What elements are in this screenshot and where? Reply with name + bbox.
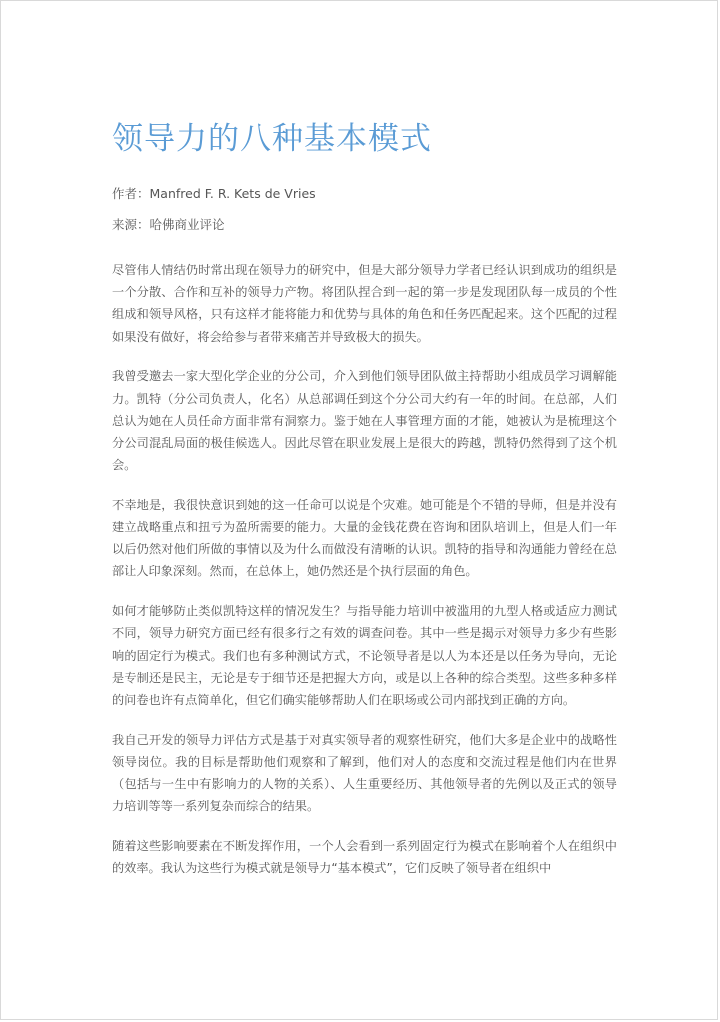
paragraph: 我自己开发的领导力评估方式是基于对真实领导者的观察性研究，他们大多是企业中的战略性领导岗位。我的目标是帮助他们观察和了解到，他们对人的态度和交流过程是他们内在世界（包括与一生中有影响力的人物的关系）、人生重要经历、其他领导者的先例以及正式的领导力培训等等一系列复杂而综合的结果。 bbox=[112, 732, 617, 814]
source-line: 来源：哈佛商业评论 bbox=[112, 217, 225, 232]
paragraph: 尽管伟人情结仍时常出现在领导力的研究中，但是大部分领导力学者已经认识到成功的组织是一个分散、合作和互补的领导力产物。将团队捏合到一起的第一步是发现团队每一成员的个性组成和领导风格，只有这样才能将能力和优势与具体的角色和任务匹配起来。这个匹配的过程如果没有做好，将会给参与者带来痛苦并导致极大的损失。 bbox=[112, 263, 617, 344]
paragraph: 随着这些影响要素在不断发挥作用，一个人会看到一系列固定行为模式在影响着个人在组织中的效率。我认为这些行为模式就是领导力“基本模式”，它们反映了领导者在组织中 bbox=[112, 838, 617, 876]
article-title: 领导力的八种基本模式 bbox=[112, 121, 432, 157]
paragraph: 如何才能够防止类似凯特这样的情况发生？与指导能力培训中被滥用的九型人格或适应力测试不同，领导力研究方面已经有很多行之有效的调查问卷。其中一些是揭示对领导力多少有些影响的固定行为模式。我们也有多种测试方式，不论领导者是以人为本还是以任务为导向，无论是专制还是民主，无论是专于细节还是把握大方向，或是以上各种的综合类型。这些多种多样的问卷也许有点简单化，但它们确实能够帮助人们在职场或公司内部找到正确的方向。 bbox=[112, 604, 617, 707]
author-line: 作者：Manfred F. R. Kets de Vries bbox=[112, 186, 316, 201]
paragraph: 我曾受邀去一家大型化学企业的分公司，介入到他们领导团队做主持帮助小组成员学习调解能力。凯特（分公司负责人，化名）从总部调任到这个分公司大约有一年的时间。在总部，人们总认为她在人员任命方面非常有洞察力。鉴于她在人事管理方面的才能，她被认为是梳理这个分公司混乱局面的极佳候选人。因此尽管在职业发展上是很大的跨越，凯特仍然得到了这个机会。 bbox=[112, 369, 617, 473]
paragraph: 不幸地是，我很快意识到她的这一任命可以说是个灾难。她可能是个不错的导师，但是并没有建立战略重点和扭亏为盈所需要的能力。大量的金钱花费在咨询和团队培训上，但是人们一年以后仍然对他们所做的事情以及为什么而做没有清晰的认识。凯特的指导和沟通能力曾经在总部让人印象深刻。然而，在总体上，她仍然还是个执行层面的角色。 bbox=[112, 497, 617, 579]
article-body bbox=[112, 259, 617, 897]
